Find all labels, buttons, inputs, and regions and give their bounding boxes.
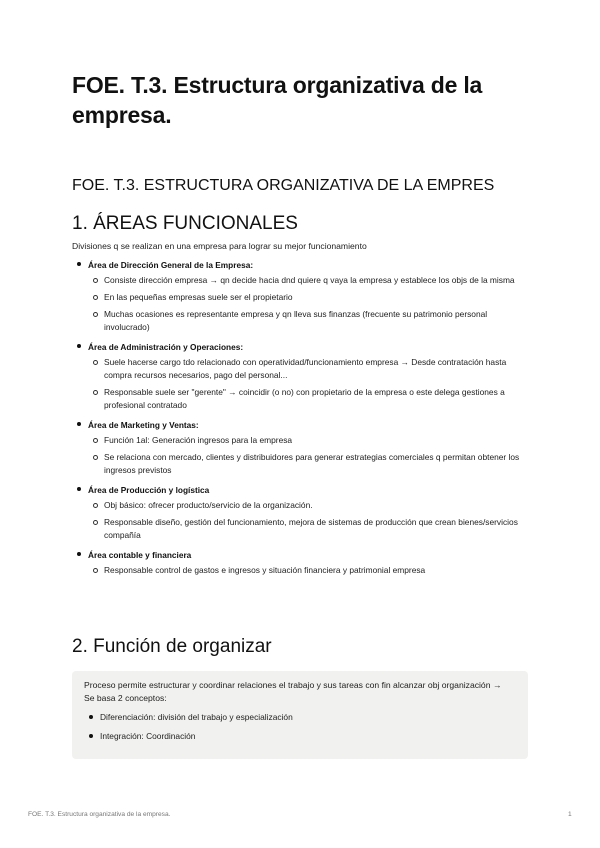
bullet-icon	[77, 552, 81, 556]
callout-list	[84, 711, 516, 743]
bullet-icon	[77, 344, 81, 348]
areas-heading: 1. ÁREAS FUNCIONALES	[72, 213, 298, 234]
bullet-icon	[77, 262, 81, 266]
hollow-bullet-icon	[93, 520, 98, 525]
areas-intro: Divisiones q se realizan en una empresa para lograr su mejor funcionamiento	[72, 241, 367, 251]
point-text: Suele hacerse cargo tdo relacionado con operatividad/funcionamiento empresa → Desde contratación hasta compra recursos necesarios, pago del personal...	[104, 357, 507, 380]
area-item-contable	[72, 549, 530, 577]
area-label: Área de Marketing y Ventas:	[88, 420, 199, 430]
area-point	[88, 434, 530, 447]
area-label: Área de Dirección General de la Empresa:	[88, 260, 254, 270]
area-point	[88, 564, 530, 577]
area-point	[88, 386, 530, 412]
callout-box	[72, 671, 528, 759]
point-text: En las pequeñas empresas suele ser el propietario	[104, 292, 293, 302]
area-label: Área de Administración y Operaciones:	[88, 342, 244, 352]
area-item-produccion	[72, 484, 530, 542]
area-point	[88, 274, 530, 287]
hollow-bullet-icon	[93, 295, 98, 300]
footer-title: FOE. T.3. Estructura organizativa de la empresa.	[28, 811, 171, 818]
hollow-bullet-icon	[93, 438, 98, 443]
area-point	[88, 516, 530, 542]
area-points	[88, 274, 530, 334]
point-text: Muchas ocasiones es representante empresa y qn lleva sus finanzas (frecuente su patrimonio personal involucrado)	[104, 309, 488, 332]
bullet-icon	[77, 487, 81, 491]
point-text: Responsable diseño, gestión del funcionamiento, mejora de sistemas de producción que crean bienes/servicios compañía	[104, 517, 518, 540]
page-number: 1	[568, 811, 572, 818]
callout-text: Proceso permite estructurar y coordinar relaciones el trabajo y sus tareas con fin alcanzar obj organización → Se basa 2 conceptos:	[84, 680, 502, 703]
area-item-marketing	[72, 419, 530, 477]
page-content	[72, 70, 530, 741]
area-points	[88, 564, 530, 577]
section-heading: FOE. T.3. ESTRUCTURA ORGANIZATIVA DE LA EMPRES	[72, 177, 495, 194]
area-point	[88, 356, 530, 382]
bullet-icon	[89, 715, 93, 719]
hollow-bullet-icon	[93, 360, 98, 365]
point-text: Función 1al: Generación ingresos para la empresa	[104, 435, 293, 445]
area-label: Área de Producción y logística	[88, 485, 210, 495]
area-label: Área contable y financiera	[88, 550, 192, 560]
point-text: Responsable suele ser "gerente" → coincidir (o no) con propietario de la empresa o este delega gestiones a profesional contratado	[104, 387, 505, 410]
point-text: Diferenciación: división del trabajo y especialización	[100, 712, 293, 722]
hollow-bullet-icon	[93, 312, 98, 317]
hollow-bullet-icon	[93, 568, 98, 573]
area-points	[88, 356, 530, 412]
hollow-bullet-icon	[93, 455, 98, 460]
point-text: Se relaciona con mercado, clientes y distribuidores para generar estrategias comerciales q permitan obtener los ingresos previstos	[104, 452, 520, 475]
area-points	[88, 499, 530, 542]
point-text: Responsable control de gastos e ingresos y situación financiera y patrimonial empresa	[104, 565, 426, 575]
hollow-bullet-icon	[93, 390, 98, 395]
area-point	[88, 451, 530, 477]
callout-point	[84, 730, 516, 743]
area-point	[88, 499, 530, 512]
areas-list	[72, 259, 530, 584]
hollow-bullet-icon	[93, 503, 98, 508]
callout-point	[84, 711, 516, 724]
area-item-administracion	[72, 341, 530, 412]
document-title: FOE. T.3. Estructura organizativa de la empresa.	[72, 72, 483, 128]
point-text: Integración: Coordinación	[100, 731, 196, 741]
point-text: Obj básico: ofrecer producto/servicio de la organización.	[104, 500, 313, 510]
area-point	[88, 291, 530, 304]
area-points	[88, 434, 530, 477]
bullet-icon	[77, 422, 81, 426]
organize-heading: 2. Función de organizar	[72, 636, 272, 657]
area-item-direccion	[72, 259, 530, 334]
hollow-bullet-icon	[93, 278, 98, 283]
point-text: Consiste dirección empresa → qn decide hacia dnd quiere q vaya la empresa y establece los objs de la misma	[104, 275, 515, 285]
bullet-icon	[89, 734, 93, 738]
area-point	[88, 308, 530, 334]
